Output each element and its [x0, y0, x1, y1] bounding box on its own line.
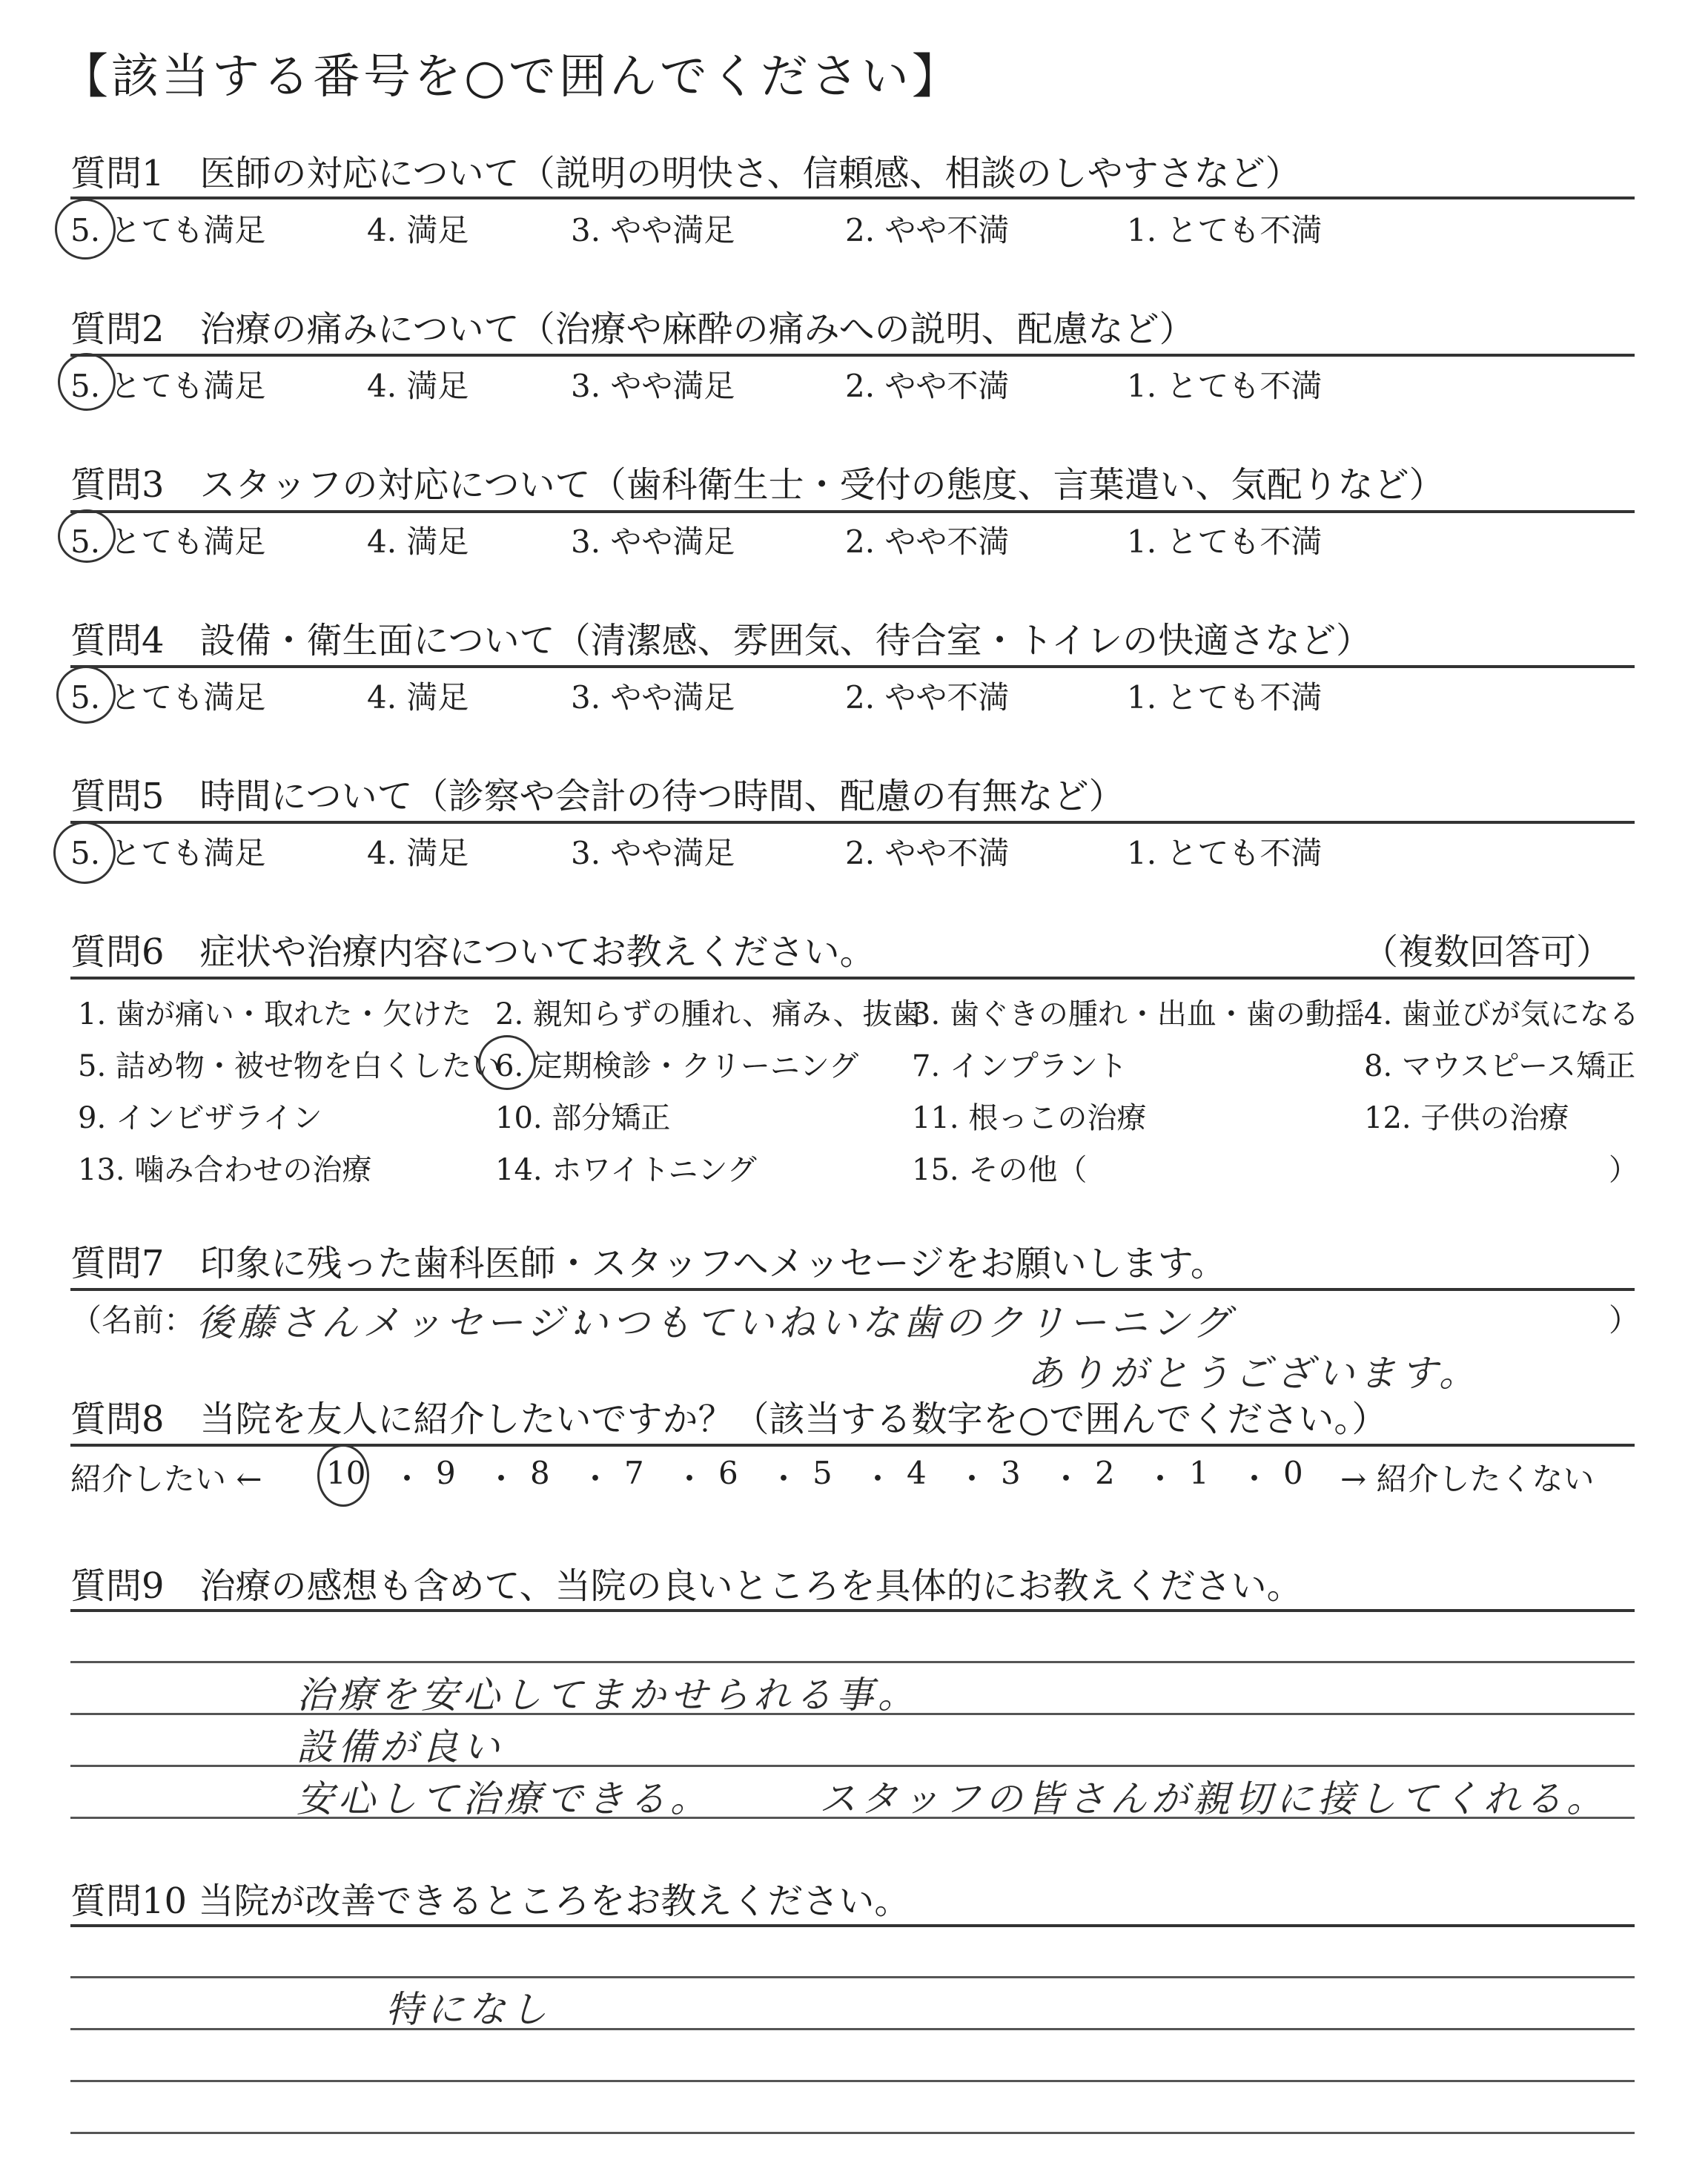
- rating-option-2[interactable]: 2. やや不満: [845, 835, 1010, 871]
- scale-separator: ・: [768, 1461, 800, 1497]
- scale-separator: ・: [862, 1461, 894, 1497]
- rating-option-1[interactable]: 1. とても不満: [1127, 524, 1323, 560]
- close-paren: ）: [1609, 1153, 1638, 1187]
- question-title: 質問3 スタッフの対応について（歯科衛生士・受付の態度、言葉遣い、気配りなど）: [70, 464, 1445, 506]
- scale-value-6[interactable]: 6: [718, 1455, 738, 1491]
- scale-value-2[interactable]: 2: [1095, 1455, 1115, 1491]
- rating-option-5[interactable]: 5. とても満足: [70, 835, 266, 871]
- question-title: 質問6 症状や治療内容についてお教えください。: [70, 931, 875, 973]
- rating-option-1[interactable]: 1. とても不満: [1127, 212, 1323, 248]
- symptom-option-5[interactable]: 5. 詰め物・被せ物を白くしたい: [78, 1049, 501, 1083]
- scale-separator: ・: [956, 1461, 988, 1497]
- symptom-option-7[interactable]: 7. インプラント: [912, 1049, 1128, 1083]
- symptom-option-3[interactable]: 3. 歯ぐきの腫れ・出血・歯の動揺: [912, 997, 1365, 1031]
- recommend-left-label: 紹介したい ←: [70, 1461, 262, 1497]
- rating-option-3[interactable]: 3. やや満足: [571, 835, 735, 871]
- symptom-option-11[interactable]: 11. 根っこの治療: [912, 1101, 1147, 1135]
- rating-option-3[interactable]: 3. やや満足: [571, 368, 735, 404]
- question-title: 質問9 治療の感想も含めて、当院の良いところを具体的にお教えください。: [70, 1565, 1302, 1607]
- divider: [70, 196, 1635, 199]
- rating-option-2[interactable]: 2. やや不満: [845, 368, 1010, 404]
- question-title: 質問4 設備・衛生面について（清潔感、雰囲気、待合室・トイレの快適さなど）: [70, 620, 1372, 661]
- rating-option-1[interactable]: 1. とても不満: [1127, 835, 1323, 871]
- selection-circle: [478, 1035, 536, 1090]
- rating-option-5[interactable]: 5. とても満足: [70, 212, 266, 248]
- divider: [70, 1444, 1635, 1447]
- scale-value-1[interactable]: 1: [1189, 1455, 1209, 1491]
- handwritten-message-line2: ありがとうございます。: [1027, 1352, 1480, 1395]
- handwritten-answer-line: 治療を安心してまかせられる事。: [297, 1674, 919, 1717]
- question-title: 質問10 当院が改善できるところをお教えください。: [70, 1880, 910, 1922]
- selection-circle: [53, 822, 116, 884]
- scale-separator: ・: [486, 1461, 517, 1497]
- scale-separator: ・: [580, 1461, 612, 1497]
- handwritten-message: いつもていねいな歯のクリーニング: [571, 1301, 1234, 1344]
- divider: [70, 665, 1635, 668]
- selection-circle: [56, 666, 116, 724]
- rating-option-5[interactable]: 5. とても満足: [70, 368, 266, 404]
- rating-option-5[interactable]: 5. とても満足: [70, 524, 266, 560]
- selection-circle: [317, 1444, 369, 1507]
- scale-value-5[interactable]: 5: [812, 1455, 833, 1491]
- divider: [70, 1288, 1635, 1291]
- rating-option-4[interactable]: 4. 満足: [367, 368, 469, 404]
- divider: [70, 1609, 1635, 1612]
- rating-option-2[interactable]: 2. やや不満: [845, 212, 1010, 248]
- divider: [70, 977, 1635, 980]
- scale-value-8[interactable]: 8: [530, 1455, 550, 1491]
- rating-option-5[interactable]: 5. とても満足: [70, 679, 266, 716]
- answer-line: [70, 2132, 1635, 2134]
- rating-option-3[interactable]: 3. やや満足: [571, 212, 735, 248]
- handwritten-answer-line: 設備が良い: [297, 1725, 504, 1768]
- answer-line: [70, 2080, 1635, 2082]
- question-title: 質問5 時間について（診察や会計の待つ時間、配慮の有無など）: [70, 776, 1125, 817]
- symptom-option-1[interactable]: 1. 歯が痛い・取れた・欠けた: [78, 997, 471, 1031]
- divider: [70, 510, 1635, 513]
- divider: [70, 1924, 1635, 1927]
- question-title: 質問1 医師の対応について（説明の明快さ、信頼感、相談のしやすさなど）: [70, 153, 1301, 194]
- symptom-option-13[interactable]: 13. 噛み合わせの治療: [78, 1153, 372, 1187]
- page-title: 【該当する番号を○で囲んでください】: [61, 50, 962, 105]
- question-title: 質問7 印象に残った歯科医師・スタッフへメッセージをお願いします。: [70, 1243, 1226, 1284]
- rating-option-4[interactable]: 4. 満足: [367, 835, 469, 871]
- symptom-option-15[interactable]: 15. その他（: [912, 1153, 1088, 1187]
- answer-line: [70, 1976, 1635, 1978]
- rating-option-2[interactable]: 2. やや不満: [845, 524, 1010, 560]
- scale-separator: ・: [1145, 1461, 1176, 1497]
- symptom-option-9[interactable]: 9. インビザライン: [78, 1101, 322, 1135]
- handwritten-answer: 特になし: [385, 1988, 552, 2031]
- divider: [70, 354, 1635, 357]
- rating-option-3[interactable]: 3. やや満足: [571, 679, 735, 716]
- rating-option-4[interactable]: 4. 満足: [367, 212, 469, 248]
- rating-option-1[interactable]: 1. とても不満: [1127, 679, 1323, 716]
- scale-separator: ・: [1050, 1461, 1082, 1497]
- rating-option-3[interactable]: 3. やや満足: [571, 524, 735, 560]
- scale-separator: ・: [674, 1461, 706, 1497]
- symptom-option-2[interactable]: 2. 親知らずの腫れ、痛み、抜歯: [495, 997, 922, 1031]
- scale-value-10[interactable]: 10: [326, 1455, 366, 1491]
- answer-line: [70, 2028, 1635, 2030]
- scale-separator: ・: [391, 1461, 423, 1497]
- scale-value-9[interactable]: 9: [436, 1455, 456, 1491]
- name-prefix: （名前：: [70, 1302, 196, 1338]
- close-paren: ）: [1609, 1302, 1641, 1338]
- symptom-option-14[interactable]: 14. ホワイトニング: [495, 1153, 757, 1187]
- symptom-option-6[interactable]: 6. 定期検診・クリーニング: [495, 1049, 859, 1083]
- rating-option-4[interactable]: 4. 満足: [367, 524, 469, 560]
- selection-circle: [58, 509, 116, 563]
- selected-value: [0, 0, 1, 1]
- scale-value-7[interactable]: 7: [624, 1455, 644, 1491]
- symptom-option-10[interactable]: 10. 部分矯正: [495, 1101, 671, 1135]
- question-title: 質問8 当院を友人に紹介したいですか？（該当する数字を○で囲んでください。）: [70, 1398, 1388, 1440]
- symptom-option-12[interactable]: 12. 子供の治療: [1364, 1101, 1569, 1135]
- scale-separator: ・: [1239, 1461, 1271, 1497]
- rating-option-2[interactable]: 2. やや不満: [845, 679, 1010, 716]
- question-title: 質問2 治療の痛みについて（治療や麻酔の痛みへの説明、配慮など）: [70, 308, 1195, 350]
- rating-option-1[interactable]: 1. とても不満: [1127, 368, 1323, 404]
- answer-line: [70, 1661, 1635, 1663]
- rating-option-4[interactable]: 4. 満足: [367, 679, 469, 716]
- handwritten-answer-line: スタッフの皆さんが親切に接してくれる。: [819, 1777, 1608, 1820]
- scale-value-4[interactable]: 4: [907, 1455, 927, 1491]
- handwritten-answer-line: 安心して治療できる。: [297, 1777, 712, 1820]
- recommend-right-label: → 紹介したくない: [1340, 1461, 1595, 1497]
- multiple-answers-note: （複数回答可）: [1363, 931, 1612, 973]
- selection-circle: [58, 353, 116, 411]
- scale-value-3[interactable]: 3: [1001, 1455, 1021, 1491]
- divider: [70, 821, 1635, 824]
- selection-circle: [55, 199, 116, 260]
- symptom-option-4[interactable]: 4. 歯並びが気になる: [1364, 997, 1639, 1031]
- handwritten-name: 後藤さんメッセージ：: [196, 1301, 609, 1344]
- symptom-option-8[interactable]: 8. マウスピース矯正: [1364, 1049, 1636, 1083]
- scale-value-0[interactable]: 0: [1283, 1455, 1303, 1491]
